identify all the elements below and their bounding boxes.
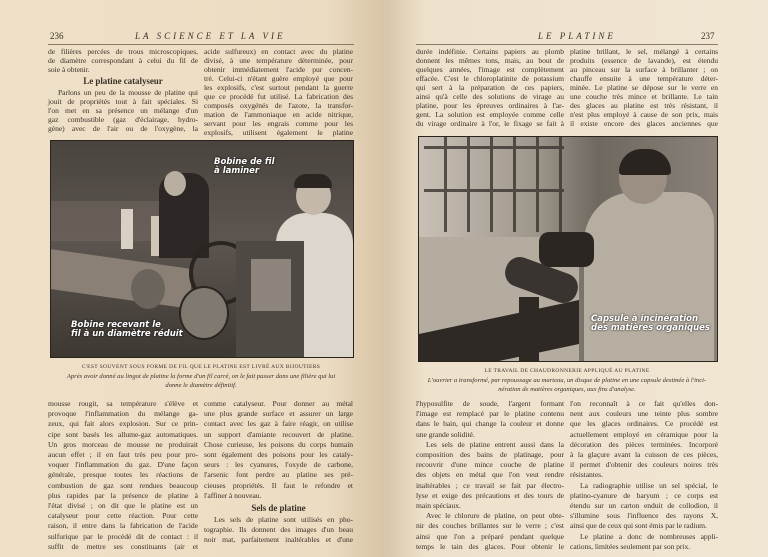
text-line: étendu sur un carton enduit de collodion, il: [570, 501, 718, 511]
text-line: ainsi que de ceux qui sont émis par le radium.: [570, 521, 707, 531]
section-heading: Sels de platine: [251, 503, 306, 514]
text-line: inaltérables ; ce travail se fait par électro-: [416, 480, 564, 490]
text-line: gent. La solution est employée comme celle: [416, 110, 564, 119]
text-line: Le platine a donc de nombreuses appli-: [580, 531, 718, 541]
text-line: l'hyposulfite de soude, l'argent formant: [416, 399, 564, 408]
text-line: nir des couches brillantes sur le verre ; c'est: [416, 521, 564, 531]
text-line: zeux, qui fait alors explosion. Sur ce prin-: [48, 419, 198, 429]
header-rule: [416, 44, 718, 45]
text-line: seurs : les cyanures, l'oxyde de carbone,: [204, 460, 353, 470]
header-rule: [48, 44, 354, 45]
text-line: Un gros morceau de mousse ne produirait: [48, 439, 198, 449]
text-line: il existe encore des glaces anciennes que: [570, 119, 718, 128]
text-line: l'affiner à nouveau.: [204, 490, 262, 500]
text-line: La radiographie utilise un sel spécial, le: [580, 480, 718, 490]
right-page: [388, 0, 768, 557]
text-line: recouvrir d'une mince couche de platine: [416, 460, 564, 470]
caption-text: Après avoir donné au lingot de platine la forme d'un fil carré, on le fait passer dans une filière qui lui donne le diamètre définitif.: [66, 373, 336, 389]
text-line: durée indéfinie. Certains papiers au plomb: [416, 47, 564, 56]
text-line: acide sulfureux) en contact avec du platine: [204, 47, 353, 56]
text-line: composés oxygénés de l'azote, la transfor-: [204, 101, 353, 110]
text-line: Parlons un peu de la mousse de platine qui: [58, 88, 198, 97]
text-line: l'on met en sa présence un mélange d'un: [48, 106, 198, 115]
text-line: de diamètre correspondant à celui du fil de: [48, 56, 198, 65]
text-line: comme catalyseur. Pour donner au métal: [204, 399, 353, 408]
text-line: décoration des pièces terminées. Incorporé: [570, 439, 718, 449]
text-line: noir mat, parfaitement inaltérables et d'une: [204, 535, 353, 545]
text-line: effacée. C'est le chloroplatinite de potassium: [416, 74, 564, 83]
page-number: 236: [50, 31, 64, 41]
running-head: LA SCIENCE ET LA VIE: [135, 31, 286, 41]
text-line: générale, presque toutes les réactions de: [48, 470, 198, 480]
text-line: contact avec les gaz à faire réagir, on utilise: [204, 419, 353, 429]
text-column: [48, 47, 198, 133]
text-line: soie à obtenir.: [48, 65, 90, 74]
photo-metalwork: [418, 136, 718, 362]
caption-text: L'ouvrier a transformé, par repoussage au marteau, un disque de platine en une capsule destinée à l'inci- nération de matières organiques, aux fins d'analyse.: [427, 377, 707, 393]
text-line: Les sels de platine sont utilisés en pho-: [214, 515, 353, 525]
text-line: une plus grande surface et assurer un large: [204, 409, 353, 419]
text-line: provoque l'inflammation du mélange ga-: [48, 409, 198, 419]
text-line: l'image est remplacé par le platine contenu: [416, 409, 564, 419]
text-line: combustion de gaz sont rendues beaucoup: [48, 480, 198, 490]
text-line: main spéciaux.: [416, 501, 461, 511]
text-line: produits (essence de lavande), est étendu: [570, 56, 718, 65]
text-line: sulfurique par le procédé dit de contact : il: [48, 531, 198, 541]
text-line: une couche très mince et brillante. Le tain: [570, 92, 718, 101]
text-line: chauffe ensuite à une température déter-: [570, 74, 718, 83]
text-line: résistantes.: [570, 470, 603, 480]
text-line: les explosifs, c'est surtout pendant la guerre: [204, 83, 353, 92]
text-line: explosifs, utilisent également le platine: [204, 128, 353, 137]
caption-title: C'EST SOUVENT SOUS FORME DE FIL QUE LE PLATINE EST LIVRÉ AUX BIJOUTIERS: [81, 364, 321, 370]
text-line: de filières percées de trous microscopiques,: [48, 47, 198, 56]
text-line: servant pour les engrais comme pour les: [204, 119, 353, 128]
photo-label: Bobine recevant le fil à un diamètre réduit: [71, 320, 183, 339]
text-line: que ce procédé fut utilisé. La fabrication des: [204, 92, 353, 101]
text-line: platine brillant, le sel, mélangé à certains: [570, 47, 718, 56]
text-line: platino-cyanure de baryum ; ce corps est: [570, 490, 718, 500]
text-column: [48, 399, 198, 552]
text-line: ainsi qu'à celle des solutions de virage au: [416, 92, 564, 101]
page-number: 237: [701, 31, 715, 41]
text-line: nent aux couleurs une teinte plus sombre: [570, 409, 718, 419]
section-heading: Le platine catalyseur: [83, 76, 163, 86]
text-line: l'état divisé ; on dit que le platine est un: [48, 501, 198, 511]
caption-title: LE TRAVAIL DE CHAUDRONNERIE APPLIQUÉ AU PLATINE: [484, 368, 650, 374]
text-line: une grande solidité.: [416, 429, 475, 439]
running-head: LE PLATINE: [538, 31, 616, 41]
text-line: un support d'amiante recouvert de platine.: [204, 429, 353, 439]
text-line: divisé, à une température déterminée, pour: [204, 56, 353, 65]
text-line: cipe sont basés les allume-gaz automatiques.: [48, 429, 198, 439]
text-line: qui sert à la préparation de ces papiers,: [416, 83, 564, 92]
photo-wire-drawing: [50, 140, 354, 358]
text-line: il permet d'obtenir des couleurs noires très: [570, 460, 718, 470]
text-line: jouit de propriétés tout à fait spéciales. Si: [48, 97, 198, 106]
text-line: ainsi que l'on a préparé pendant quelque: [416, 531, 564, 541]
text-line: suffit de mettre ses constituants (air et: [48, 541, 198, 551]
text-line: gaz combustible (gaz d'éclairage, hydro-: [48, 115, 198, 124]
text-line: lyse et exige des précautions et des tours de: [416, 490, 564, 500]
text-line: dans le bain, qui change la couleur et donne: [416, 419, 564, 429]
text-line: du virage ordinaire à l'or, le fixage se fait à: [416, 119, 564, 128]
text-line: cations, limitées seulement par son prix.: [570, 541, 691, 551]
text-line: tographie. Ils donnent des images d'un beau: [204, 525, 353, 535]
text-line: temps le tain des glaces. Pour obtenir le: [416, 541, 564, 551]
text-line: gène) avec de l'air ou de l'oxygène, la: [48, 124, 198, 133]
text-line: tré. Celui-ci n'étant guère employé que pour: [204, 74, 353, 83]
photo-label: Bobine de fil à laminer: [214, 157, 275, 176]
text-line: n'est plus employé à cause de son prix, mais: [570, 110, 718, 119]
text-column: [204, 47, 353, 137]
text-line: raison, il entre dans la fabrication de l'acide: [48, 521, 198, 531]
text-line: platine, pour les épreuves ordinaires à l'ar-: [416, 101, 564, 110]
text-line: mousse rougit, sa température s'élève et: [48, 399, 198, 408]
text-line: composition des bains de platinage, pour: [416, 450, 564, 460]
text-line: aucun effet ; il en faut très peu pour pro-: [48, 450, 198, 460]
text-line: Chose curieuse, les poisons du corps humain: [204, 439, 353, 449]
text-line: mation de l'ammoniaque en acide nitrique,: [204, 110, 353, 119]
text-column: [416, 399, 564, 552]
text-line: voquer l'inflammation du gaz. D'une façon: [48, 460, 198, 470]
text-line: Les sels de platine entrent aussi dans la: [426, 439, 564, 449]
text-line: l'on reconnaît à ce fait qu'elles don-: [570, 399, 718, 408]
text-line: sont également des poisons pour les cataly-: [204, 450, 353, 460]
text-line: que les glaces ordinaires. Ce procédé est: [570, 419, 718, 429]
text-line: actuellement employé en céramique pour la: [570, 429, 718, 439]
text-line: cieuses propriétés. Il faut le refondre et: [204, 480, 353, 490]
text-line: obtenir immédiatement l'acide pur concen-: [204, 65, 353, 74]
text-column: [416, 47, 564, 128]
text-line: catalyseur pour cette réaction. Pour cette: [48, 511, 198, 521]
text-line: l'arsenic font perdre au platine ses pré-: [204, 470, 353, 480]
text-column: [204, 399, 353, 546]
text-line: des glaces au platine est très résistant, il: [570, 101, 718, 110]
text-line: au pinceau sur la surface à brillanter ; on: [570, 65, 718, 74]
text-line: s'illumine sous l'influence des rayons X,: [570, 511, 718, 521]
text-column: [570, 399, 718, 552]
photo-label: Capsule à incinération des matières organiques: [591, 314, 710, 333]
text-line: minée. Le platine se dépose sur le verre en: [570, 83, 718, 92]
text-line: des objets en métal que l'on veut rendre: [416, 470, 564, 480]
text-line: à la glaçure avant la cuisson de ces pièces,: [570, 450, 718, 460]
text-column: [570, 47, 718, 128]
text-line: plus rapides par la présence de platine à: [48, 490, 198, 500]
text-line: quelques années, l'image est complètement: [416, 65, 564, 74]
text-line: donnent les mêmes tons, mais, au bout de: [416, 56, 564, 65]
text-line: Avec le chlorure de platine, on peut obte-: [426, 511, 564, 521]
